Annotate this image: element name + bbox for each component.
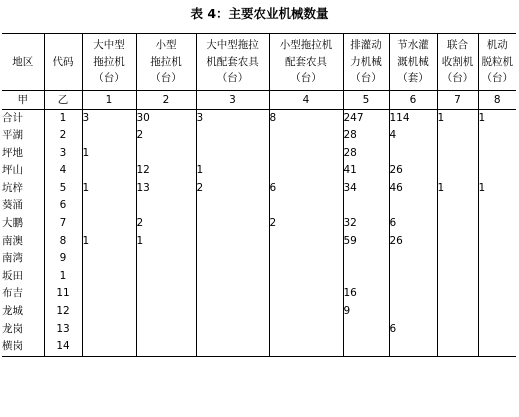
area-name: 龙城 bbox=[2, 303, 44, 321]
area-name: 坑梓 bbox=[2, 180, 44, 198]
table-cell: 1 bbox=[82, 233, 136, 251]
area-name: 南澳 bbox=[2, 233, 44, 251]
table-row bbox=[2, 303, 516, 321]
column-code: 甲 bbox=[2, 90, 44, 109]
table-cell: 16 bbox=[343, 285, 389, 303]
column-code: 7 bbox=[437, 90, 478, 109]
area-name: 大鹏 bbox=[2, 215, 44, 233]
column-header-line: 节水灌 bbox=[397, 39, 429, 51]
table-row bbox=[2, 250, 516, 268]
row-code: 12 bbox=[44, 303, 82, 321]
table-cell bbox=[82, 127, 136, 145]
table-row bbox=[2, 233, 516, 251]
column-header-line: （台） bbox=[150, 72, 182, 84]
column-code: 1 bbox=[82, 90, 136, 109]
area-name: 横岗 bbox=[2, 338, 44, 356]
table-cell: 2 bbox=[269, 215, 343, 233]
table-cell: 3 bbox=[196, 109, 269, 127]
table-cell bbox=[437, 162, 478, 180]
table-cell bbox=[437, 145, 478, 163]
column-header-1 bbox=[44, 34, 82, 91]
table-cell bbox=[136, 250, 196, 268]
column-header-line: （台） bbox=[350, 72, 382, 84]
table-cell: 6 bbox=[389, 215, 437, 233]
table-cell: 114 bbox=[389, 109, 437, 127]
table-cell: 2 bbox=[136, 215, 196, 233]
table-cell: 59 bbox=[343, 233, 389, 251]
table-cell bbox=[196, 250, 269, 268]
area-name: 平湖 bbox=[2, 127, 44, 145]
table-cell bbox=[389, 250, 437, 268]
table-row bbox=[2, 215, 516, 233]
table-cell: 28 bbox=[343, 127, 389, 145]
row-code: 9 bbox=[44, 250, 82, 268]
table-cell bbox=[269, 145, 343, 163]
column-header-line: （台） bbox=[216, 72, 249, 84]
column-code: 6 bbox=[389, 90, 437, 109]
table-cell bbox=[136, 197, 196, 215]
table-cell bbox=[82, 321, 136, 339]
column-code: 5 bbox=[343, 90, 389, 109]
area-name: 坪地 bbox=[2, 145, 44, 163]
column-header-4 bbox=[196, 34, 269, 91]
table-cell bbox=[269, 233, 343, 251]
column-header-5 bbox=[269, 34, 343, 91]
column-header-line: 小型 bbox=[155, 39, 177, 51]
table-cell bbox=[437, 233, 478, 251]
table-cell: 1 bbox=[196, 162, 269, 180]
table-cell bbox=[343, 250, 389, 268]
table-cell bbox=[478, 145, 516, 163]
column-header-line: （台） bbox=[290, 72, 322, 84]
table-cell bbox=[343, 197, 389, 215]
column-header-9 bbox=[478, 34, 516, 91]
row-code: 13 bbox=[44, 321, 82, 339]
column-code: 4 bbox=[269, 90, 343, 109]
table-cell: 12 bbox=[136, 162, 196, 180]
table-cell bbox=[269, 303, 343, 321]
row-code: 6 bbox=[44, 197, 82, 215]
table-cell bbox=[389, 285, 437, 303]
column-header-line: 机配套农具 bbox=[206, 55, 259, 68]
table-row bbox=[2, 127, 516, 145]
table-cell bbox=[136, 268, 196, 286]
table-cell bbox=[82, 250, 136, 268]
column-header-0 bbox=[2, 34, 44, 91]
table-cell: 26 bbox=[389, 162, 437, 180]
table-cell bbox=[82, 197, 136, 215]
table-cell bbox=[437, 303, 478, 321]
table-cell bbox=[269, 321, 343, 339]
table-cell bbox=[437, 250, 478, 268]
table-cell bbox=[82, 215, 136, 233]
area-name: 葵涌 bbox=[2, 197, 44, 215]
table-cell bbox=[478, 215, 516, 233]
row-code: 7 bbox=[44, 215, 82, 233]
table-cell bbox=[437, 127, 478, 145]
table-cell bbox=[269, 197, 343, 215]
column-header-line: 配套农具 bbox=[285, 55, 327, 68]
table-row bbox=[2, 180, 516, 198]
column-header-7 bbox=[389, 34, 437, 91]
table-cell bbox=[389, 338, 437, 356]
table-cell bbox=[437, 215, 478, 233]
table-cell: 46 bbox=[389, 180, 437, 198]
table-cell bbox=[389, 197, 437, 215]
table-cell: 2 bbox=[196, 180, 269, 198]
table-cell: 41 bbox=[343, 162, 389, 180]
table-cell bbox=[437, 197, 478, 215]
table-cell bbox=[196, 338, 269, 356]
table-cell bbox=[136, 303, 196, 321]
table-cell bbox=[343, 268, 389, 286]
table-cell: 6 bbox=[389, 321, 437, 339]
table-cell bbox=[82, 268, 136, 286]
column-header-line: 拖拉机 bbox=[150, 55, 182, 68]
table-cell bbox=[478, 321, 516, 339]
table-cell bbox=[478, 338, 516, 356]
table-cell bbox=[269, 268, 343, 286]
column-header-line: （台） bbox=[441, 72, 474, 84]
table-cell bbox=[343, 338, 389, 356]
table-cell bbox=[269, 250, 343, 268]
column-header-line: 联合 bbox=[447, 39, 468, 51]
table-cell bbox=[478, 250, 516, 268]
column-header-line: （台） bbox=[481, 72, 513, 84]
table-cell: 26 bbox=[389, 233, 437, 251]
table-cell: 3 bbox=[82, 109, 136, 127]
table-row bbox=[2, 162, 516, 180]
code-row bbox=[2, 90, 516, 109]
table-cell bbox=[437, 285, 478, 303]
area-name: 合计 bbox=[2, 109, 44, 127]
column-header-line: 收割机 bbox=[441, 55, 474, 68]
table-cell bbox=[196, 215, 269, 233]
table-cell bbox=[478, 162, 516, 180]
area-name: 南湾 bbox=[2, 250, 44, 268]
table-cell: 2 bbox=[136, 127, 196, 145]
column-code: 3 bbox=[196, 90, 269, 109]
table-cell bbox=[196, 233, 269, 251]
row-code: 1 bbox=[44, 109, 82, 127]
column-header-line: 脱粒机 bbox=[481, 55, 513, 68]
table-cell bbox=[269, 285, 343, 303]
table-cell: 34 bbox=[343, 180, 389, 198]
column-header-6 bbox=[343, 34, 389, 91]
table-cell bbox=[82, 338, 136, 356]
row-code: 4 bbox=[44, 162, 82, 180]
column-header-line: （套） bbox=[397, 72, 429, 84]
table-row bbox=[2, 109, 516, 127]
row-code: 2 bbox=[44, 127, 82, 145]
table-cell bbox=[196, 127, 269, 145]
table-cell bbox=[82, 303, 136, 321]
column-header-line: 排灌动 bbox=[350, 39, 382, 51]
column-header-line: （台） bbox=[93, 72, 125, 84]
table-cell bbox=[389, 303, 437, 321]
column-header-line: 溉机械 bbox=[397, 55, 429, 68]
area-name: 龙岗 bbox=[2, 321, 44, 339]
table-cell: 6 bbox=[269, 180, 343, 198]
table-cell: 4 bbox=[389, 127, 437, 145]
table-row bbox=[2, 145, 516, 163]
table-cell: 247 bbox=[343, 109, 389, 127]
column-header-line: 机动 bbox=[486, 39, 508, 51]
table-cell: 1 bbox=[136, 233, 196, 251]
row-code: 8 bbox=[44, 233, 82, 251]
table-cell: 8 bbox=[269, 109, 343, 127]
table-cell bbox=[478, 285, 516, 303]
table-row bbox=[2, 338, 516, 356]
area-name: 坂田 bbox=[2, 268, 44, 286]
table-cell bbox=[478, 197, 516, 215]
column-header-line: 力机械 bbox=[350, 55, 382, 68]
table-cell bbox=[478, 127, 516, 145]
table-cell bbox=[136, 285, 196, 303]
table-cell bbox=[196, 303, 269, 321]
table-cell bbox=[269, 127, 343, 145]
column-header-2 bbox=[82, 34, 136, 91]
table-cell bbox=[82, 285, 136, 303]
table-cell: 1 bbox=[82, 145, 136, 163]
table-cell bbox=[196, 197, 269, 215]
table-cell: 28 bbox=[343, 145, 389, 163]
column-header-line: 拖拉机 bbox=[93, 55, 125, 68]
table-cell bbox=[269, 162, 343, 180]
column-code: 乙 bbox=[44, 90, 82, 109]
table-cell bbox=[437, 268, 478, 286]
table-cell bbox=[389, 145, 437, 163]
column-header-line: 代码 bbox=[52, 55, 74, 68]
table-cell bbox=[478, 233, 516, 251]
table-cell: 1 bbox=[437, 180, 478, 198]
area-name: 布吉 bbox=[2, 285, 44, 303]
table-cell bbox=[196, 321, 269, 339]
table-cell bbox=[269, 338, 343, 356]
table-cell bbox=[82, 162, 136, 180]
column-header-line: 大中型 bbox=[93, 39, 125, 51]
area-name: 坪山 bbox=[2, 162, 44, 180]
table-cell: 1 bbox=[437, 109, 478, 127]
table-cell bbox=[196, 285, 269, 303]
table-cell bbox=[136, 338, 196, 356]
table-row bbox=[2, 285, 516, 303]
table-cell: 1 bbox=[82, 180, 136, 198]
column-header-line: 大中型拖拉 bbox=[206, 39, 259, 51]
table-cell bbox=[343, 321, 389, 339]
table-cell: 1 bbox=[478, 111, 486, 124]
table-row bbox=[2, 197, 516, 215]
table-row bbox=[2, 268, 516, 286]
table-cell bbox=[196, 145, 269, 163]
table-cell bbox=[136, 145, 196, 163]
row-code: 3 bbox=[44, 145, 82, 163]
machinery-table bbox=[2, 33, 516, 357]
table-cell: 13 bbox=[136, 180, 196, 198]
table-cell bbox=[478, 268, 516, 286]
row-code: 1 bbox=[44, 268, 82, 286]
row-code: 14 bbox=[44, 338, 82, 356]
table-cell bbox=[437, 338, 478, 356]
table-cell: 30 bbox=[136, 109, 196, 127]
column-code: 2 bbox=[136, 90, 196, 109]
table-cell bbox=[196, 268, 269, 286]
header-row bbox=[2, 34, 516, 91]
table-cell bbox=[136, 321, 196, 339]
column-header-line: 小型拖拉机 bbox=[279, 39, 333, 51]
table-cell bbox=[437, 321, 478, 339]
table-title: 表 4：主要农业机械数量 bbox=[190, 6, 329, 21]
table-cell: 1 bbox=[478, 181, 486, 194]
table-cell bbox=[389, 268, 437, 286]
column-header-line: 地区 bbox=[12, 55, 34, 68]
table-row bbox=[2, 321, 516, 339]
row-code: 5 bbox=[44, 180, 82, 198]
column-code: 8 bbox=[478, 90, 516, 109]
table-cell bbox=[478, 303, 516, 321]
column-header-3 bbox=[136, 34, 196, 91]
column-header-8 bbox=[437, 34, 478, 91]
table-cell: 9 bbox=[343, 303, 389, 321]
table-cell: 32 bbox=[343, 215, 389, 233]
row-code: 11 bbox=[44, 285, 82, 303]
